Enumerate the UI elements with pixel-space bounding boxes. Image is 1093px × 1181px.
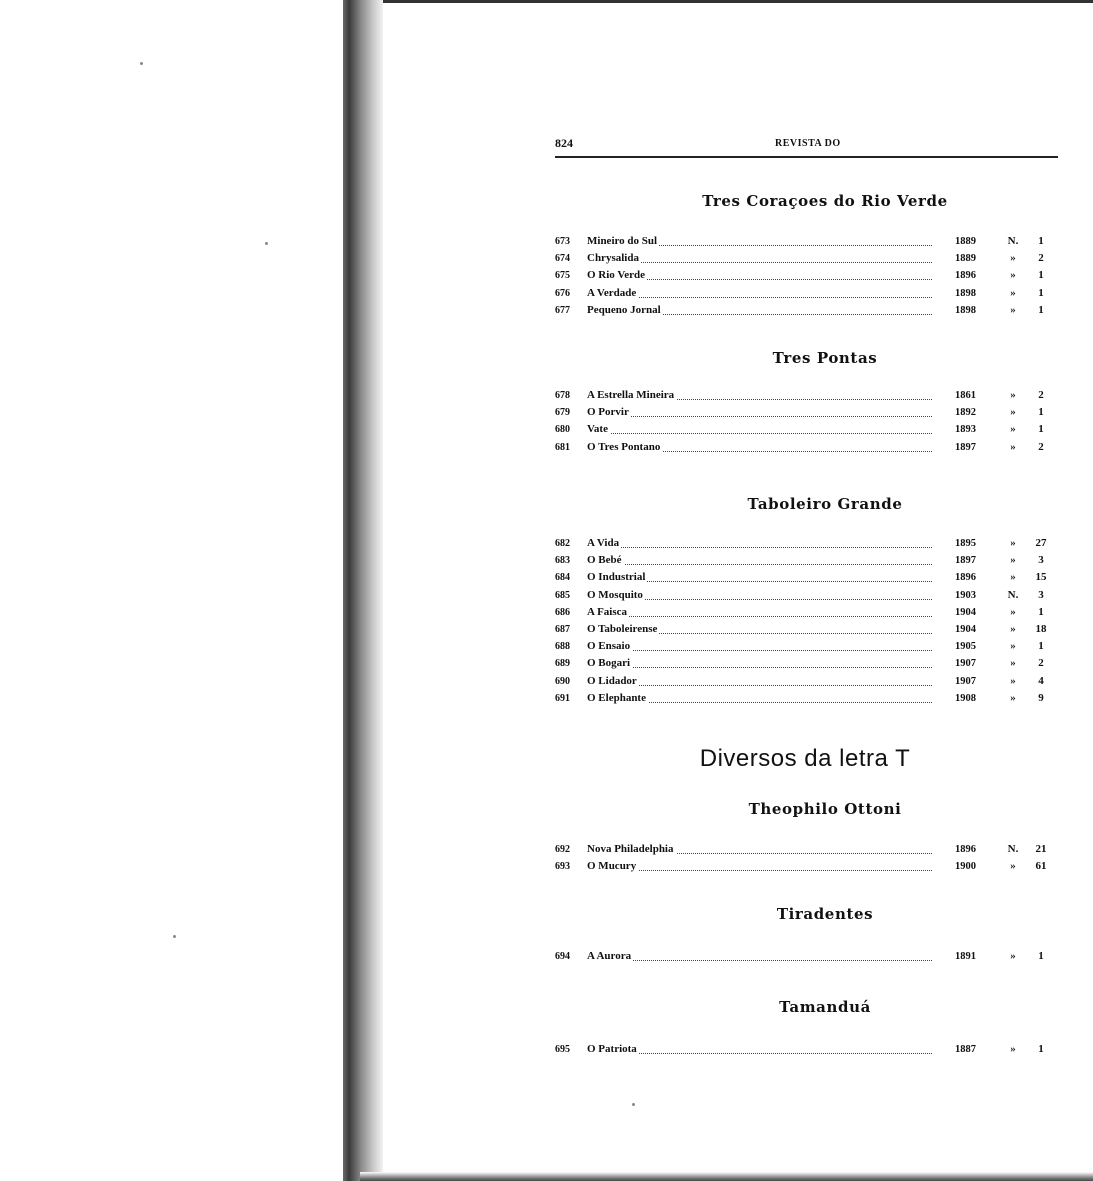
entry-mark: » <box>1010 537 1016 549</box>
entry-number: 678 <box>555 390 570 401</box>
list-item <box>555 569 1055 586</box>
entry-mark: » <box>1010 860 1016 873</box>
entry-mark: » <box>1010 657 1016 670</box>
entry-count: 61 <box>1035 860 1047 873</box>
entry-number: 676 <box>555 287 570 299</box>
entry-count: 1 <box>1038 269 1044 282</box>
list-item <box>555 604 1055 621</box>
entry-title: O Elephante <box>587 691 646 704</box>
entry-number: 686 <box>555 606 570 618</box>
entry-year: 1904 <box>955 623 976 635</box>
entry-title-leader <box>587 655 932 672</box>
list-item <box>555 587 1055 604</box>
list-item <box>555 439 1055 456</box>
entry-number: 694 <box>555 951 570 962</box>
entry-mark: » <box>1010 950 1016 962</box>
entry-mark: » <box>1010 269 1016 282</box>
entry-year: 1895 <box>955 538 976 549</box>
page-number: 824 <box>555 136 573 150</box>
dot-leader <box>587 433 932 434</box>
entry-count: 1 <box>1038 406 1044 419</box>
entry-title: O Taboleirense <box>587 622 658 635</box>
list-item <box>555 655 1055 672</box>
dot-leader <box>587 667 932 668</box>
entry-year: 1908 <box>955 692 976 704</box>
dot-leader <box>587 564 932 565</box>
entry-count: 15 <box>1035 571 1047 584</box>
dot-leader <box>587 650 932 651</box>
entry-count: 9 <box>1038 691 1044 704</box>
entry-number: 674 <box>555 253 570 265</box>
entry-title-leader <box>587 690 932 707</box>
list-item <box>555 858 1055 875</box>
entry-count: 3 <box>1038 554 1044 567</box>
entry-count: 2 <box>1038 657 1044 670</box>
entry-year: 1907 <box>955 658 976 670</box>
entry-title-leader <box>587 604 932 621</box>
entry-count: 1 <box>1038 640 1044 653</box>
entry-count: 1 <box>1038 950 1044 962</box>
divider-heading: Diversos da letra T <box>699 745 911 772</box>
entry-title: A Faisca <box>587 605 628 618</box>
running-title: REVISTA DO <box>775 138 841 149</box>
page-bottom-edge <box>360 1172 1093 1181</box>
list-item <box>555 421 1055 438</box>
entry-mark: » <box>1010 571 1016 584</box>
entry-year: 1898 <box>955 287 976 299</box>
section-tamandua <box>555 998 1055 1058</box>
entry-year: 1891 <box>955 951 976 962</box>
section-tres-coracoes <box>555 192 1055 319</box>
entry-title-leader <box>587 569 932 586</box>
entry-title: Nova Philadelphia <box>587 843 674 855</box>
entry-title-leader <box>587 948 932 965</box>
entry-title: O Mosquito <box>587 588 643 601</box>
entry-title-leader <box>587 1041 932 1058</box>
entry-number: 677 <box>555 304 570 316</box>
dot-leader <box>587 616 932 617</box>
entry-year: 1905 <box>955 641 976 653</box>
entry-mark: » <box>1010 554 1016 567</box>
entry-number: 682 <box>555 538 570 549</box>
list-item <box>555 250 1055 267</box>
entry-count: 21 <box>1035 843 1047 855</box>
entry-mark: » <box>1010 286 1016 299</box>
list-item <box>555 948 1055 965</box>
entry-title: Mineiro do Sul <box>587 235 658 247</box>
entry-title: Pequeno Jornal <box>587 303 661 316</box>
entry-list <box>555 948 1055 965</box>
entry-year: 1903 <box>955 589 976 601</box>
entry-mark: » <box>1010 389 1016 401</box>
entry-title-leader <box>587 404 932 421</box>
entry-year: 1889 <box>955 253 976 265</box>
entry-title-leader <box>587 267 932 284</box>
entry-title-leader <box>587 552 932 569</box>
dot-leader <box>587 960 932 961</box>
entry-count: 1 <box>1038 423 1044 436</box>
list-item <box>555 302 1055 319</box>
entry-title: O Bebé <box>587 554 622 567</box>
entry-number: 691 <box>555 692 570 704</box>
list-item <box>555 841 1055 858</box>
entry-title-leader <box>587 841 932 858</box>
entry-list <box>555 535 1055 707</box>
entry-title: O Industrial <box>587 571 646 584</box>
entry-number: 688 <box>555 641 570 653</box>
entry-mark: » <box>1010 691 1016 704</box>
entry-year: 1907 <box>955 675 976 687</box>
entry-list <box>555 387 1055 456</box>
paper-speck <box>173 935 176 938</box>
section-tiradentes <box>555 905 1055 965</box>
entry-list <box>555 1041 1055 1058</box>
section-tres-pontas <box>555 349 1055 456</box>
entry-number: 695 <box>555 1044 570 1055</box>
entry-year: 1896 <box>955 844 976 855</box>
paper-speck <box>140 62 143 65</box>
running-header <box>555 136 1055 154</box>
paper-speck <box>632 1103 635 1106</box>
entry-number: 683 <box>555 555 570 567</box>
entry-count: 1 <box>1038 286 1044 299</box>
entry-number: 673 <box>555 236 570 247</box>
entry-mark: » <box>1010 1043 1016 1055</box>
dot-leader <box>587 547 932 548</box>
entry-title-leader <box>587 387 932 404</box>
page-top-edge <box>383 0 1093 3</box>
entry-year: 1887 <box>955 1044 976 1055</box>
list-item <box>555 638 1055 655</box>
entry-count: 2 <box>1038 252 1044 265</box>
dot-leader <box>587 870 932 871</box>
entry-year: 1896 <box>955 572 976 584</box>
entry-mark: » <box>1010 303 1016 316</box>
entry-title: O Bogari <box>587 657 631 670</box>
entry-number: 685 <box>555 589 570 601</box>
list-item <box>555 285 1055 302</box>
entry-year: 1889 <box>955 236 976 247</box>
list-item <box>555 404 1055 421</box>
entry-count: 2 <box>1038 440 1044 453</box>
entry-title-leader <box>587 421 932 438</box>
entry-title: O Mucury <box>587 860 637 873</box>
list-item <box>555 552 1055 569</box>
entry-title-leader <box>587 285 932 302</box>
entry-number: 684 <box>555 572 570 584</box>
entry-number: 690 <box>555 675 570 687</box>
section-title: Tres Pontas <box>772 349 878 367</box>
entry-count: 1 <box>1038 303 1044 316</box>
section-title: Theophilo Ottoni <box>748 800 902 818</box>
list-item <box>555 387 1055 404</box>
entry-mark: N. <box>1007 588 1019 601</box>
entry-count: 1 <box>1038 235 1044 247</box>
entry-mark: » <box>1010 622 1016 635</box>
entry-mark: » <box>1010 423 1016 436</box>
list-item <box>555 267 1055 284</box>
entry-mark: » <box>1010 674 1016 687</box>
entry-number: 693 <box>555 861 570 873</box>
entry-year: 1897 <box>955 555 976 567</box>
left-blank-page <box>0 0 345 1181</box>
entry-title-leader <box>587 858 932 875</box>
entry-mark: » <box>1010 406 1016 419</box>
section-taboleiro-grande <box>555 495 1055 707</box>
entry-title: Chrysalida <box>587 252 639 265</box>
entry-number: 687 <box>555 623 570 635</box>
list-item <box>555 673 1055 690</box>
list-item <box>555 535 1055 552</box>
section-title: Tiradentes <box>776 905 874 923</box>
entry-year: 1898 <box>955 304 976 316</box>
entry-count: 1 <box>1038 1043 1044 1055</box>
entry-title-leader <box>587 621 932 638</box>
entry-count: 4 <box>1038 674 1044 687</box>
entry-list <box>555 841 1055 875</box>
entry-number: 681 <box>555 441 570 453</box>
entry-title-leader <box>587 638 932 655</box>
paper-speck <box>265 242 268 245</box>
entry-year: 1861 <box>955 390 976 401</box>
entry-title: O Porvir <box>587 406 629 419</box>
entry-year: 1904 <box>955 606 976 618</box>
book-gutter <box>343 0 383 1181</box>
list-item <box>555 621 1055 638</box>
entry-year: 1896 <box>955 270 976 282</box>
section-title: Tamanduá <box>779 998 871 1016</box>
list-item <box>555 1041 1055 1058</box>
entry-year: 1893 <box>955 424 976 436</box>
header-rule <box>555 156 1058 158</box>
entry-title-leader <box>587 250 932 267</box>
entry-year: 1892 <box>955 407 976 419</box>
dot-leader <box>587 297 932 298</box>
list-item <box>555 690 1055 707</box>
entry-year: 1897 <box>955 441 976 453</box>
section-theophilo-ottoni <box>555 800 1055 875</box>
entry-title-leader <box>587 233 932 250</box>
entry-number: 679 <box>555 407 570 419</box>
entry-title: A Vida <box>587 537 620 549</box>
dot-leader <box>587 416 932 417</box>
entry-title-leader <box>587 439 932 456</box>
entry-title-leader <box>587 535 932 552</box>
entry-mark: » <box>1010 252 1016 265</box>
section-title: Tres Coraçoes do Rio Verde <box>702 192 948 210</box>
entry-title: A Aurora <box>587 950 632 962</box>
entry-list <box>555 233 1055 319</box>
entry-number: 692 <box>555 844 570 855</box>
entry-count: 27 <box>1035 537 1047 549</box>
entry-mark: » <box>1010 640 1016 653</box>
entry-mark: » <box>1010 440 1016 453</box>
entry-count: 3 <box>1038 588 1044 601</box>
entry-title-leader <box>587 673 932 690</box>
entry-title: O Patriota <box>587 1043 637 1055</box>
entry-mark: N. <box>1007 843 1019 855</box>
entry-title: A Verdade <box>587 286 637 299</box>
entry-title-leader <box>587 587 932 604</box>
section-title: Taboleiro Grande <box>747 495 903 513</box>
entry-title: O Rio Verde <box>587 269 646 282</box>
entry-title: A Estrella Mineira <box>587 389 675 401</box>
list-item <box>555 233 1055 250</box>
entry-year: 1900 <box>955 861 976 873</box>
entry-mark: N. <box>1007 235 1019 247</box>
entry-count: 18 <box>1035 622 1047 635</box>
entry-title: O Tres Pontano <box>587 440 661 453</box>
entry-title-leader <box>587 302 932 319</box>
entry-number: 675 <box>555 270 570 282</box>
entry-number: 680 <box>555 424 570 436</box>
entry-number: 689 <box>555 658 570 670</box>
entry-mark: » <box>1010 605 1016 618</box>
entry-count: 2 <box>1038 389 1044 401</box>
entry-count: 1 <box>1038 605 1044 618</box>
entry-title: O Ensaio <box>587 640 631 653</box>
entry-title: Vate <box>587 423 608 436</box>
entry-title: O Lidador <box>587 674 637 687</box>
